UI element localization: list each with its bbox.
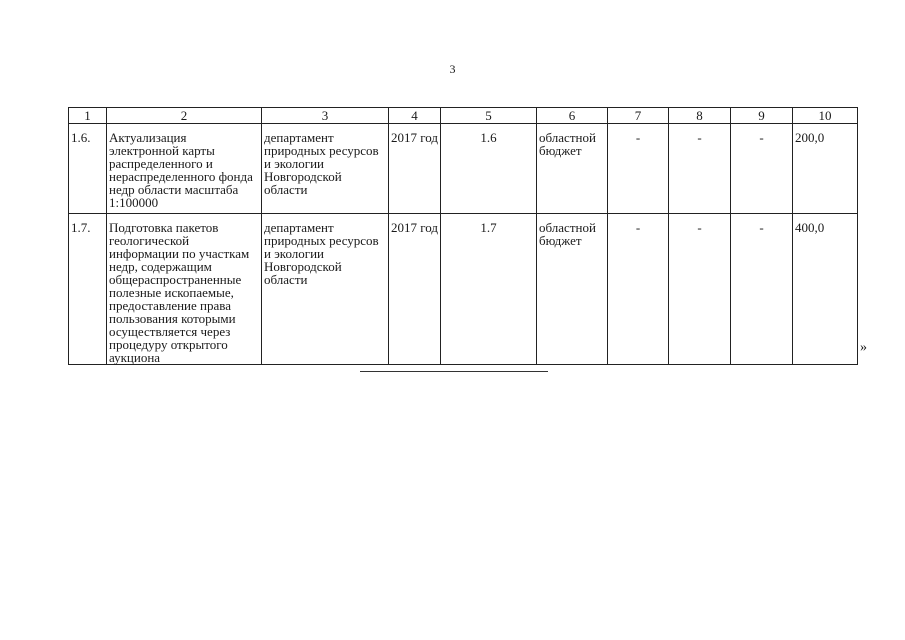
value-col-10: 200,0	[793, 124, 858, 214]
funding-source: областной бюджет	[537, 214, 608, 365]
table-row	[69, 124, 858, 214]
target-indicator: 1.7	[441, 214, 537, 365]
header-cell-4: 4	[389, 108, 441, 124]
executor: департамент природных ресурсов и экологии Новгородской области	[262, 124, 389, 214]
value-col-9: -	[731, 214, 793, 365]
header-cell-2: 2	[107, 108, 262, 124]
header-cell-1: 1	[69, 108, 107, 124]
row-number: 1.6.	[69, 124, 107, 214]
value-col-10: 400,0	[793, 214, 858, 365]
header-cell-7: 7	[608, 108, 669, 124]
activities-table	[68, 107, 858, 365]
year: 2017 год	[389, 124, 441, 214]
value-col-7: -	[608, 214, 669, 365]
header-cell-3: 3	[262, 108, 389, 124]
header-cell-10: 10	[793, 108, 858, 124]
target-indicator: 1.6	[441, 124, 537, 214]
value-col-8: -	[669, 214, 731, 365]
closing-quote: »	[860, 340, 867, 355]
header-cell-9: 9	[731, 108, 793, 124]
executor: департамент природных ресурсов и экологии Новгородской области	[262, 214, 389, 365]
table-header-row	[69, 108, 858, 124]
value-col-9: -	[731, 124, 793, 214]
funding-source: областной бюджет	[537, 124, 608, 214]
value-col-7: -	[608, 124, 669, 214]
table-row	[69, 214, 858, 365]
header-cell-6: 6	[537, 108, 608, 124]
header-cell-8: 8	[669, 108, 731, 124]
activity-name: Подготовка пакетов геологической информации по участкам недр, содержащим общераспространенные полезные ископаемые, предоставление права пользования которыми осуществляется через процедуру открытого аукциона	[107, 214, 262, 365]
row-number: 1.7.	[69, 214, 107, 365]
page-number: 3	[449, 62, 456, 76]
value-col-8: -	[669, 124, 731, 214]
activity-name: Актуализация электронной карты распределенного и нераспределенного фонда недр области масштаба 1:100000	[107, 124, 262, 214]
separator-line	[360, 371, 548, 372]
year: 2017 год	[389, 214, 441, 365]
header-cell-5: 5	[441, 108, 537, 124]
